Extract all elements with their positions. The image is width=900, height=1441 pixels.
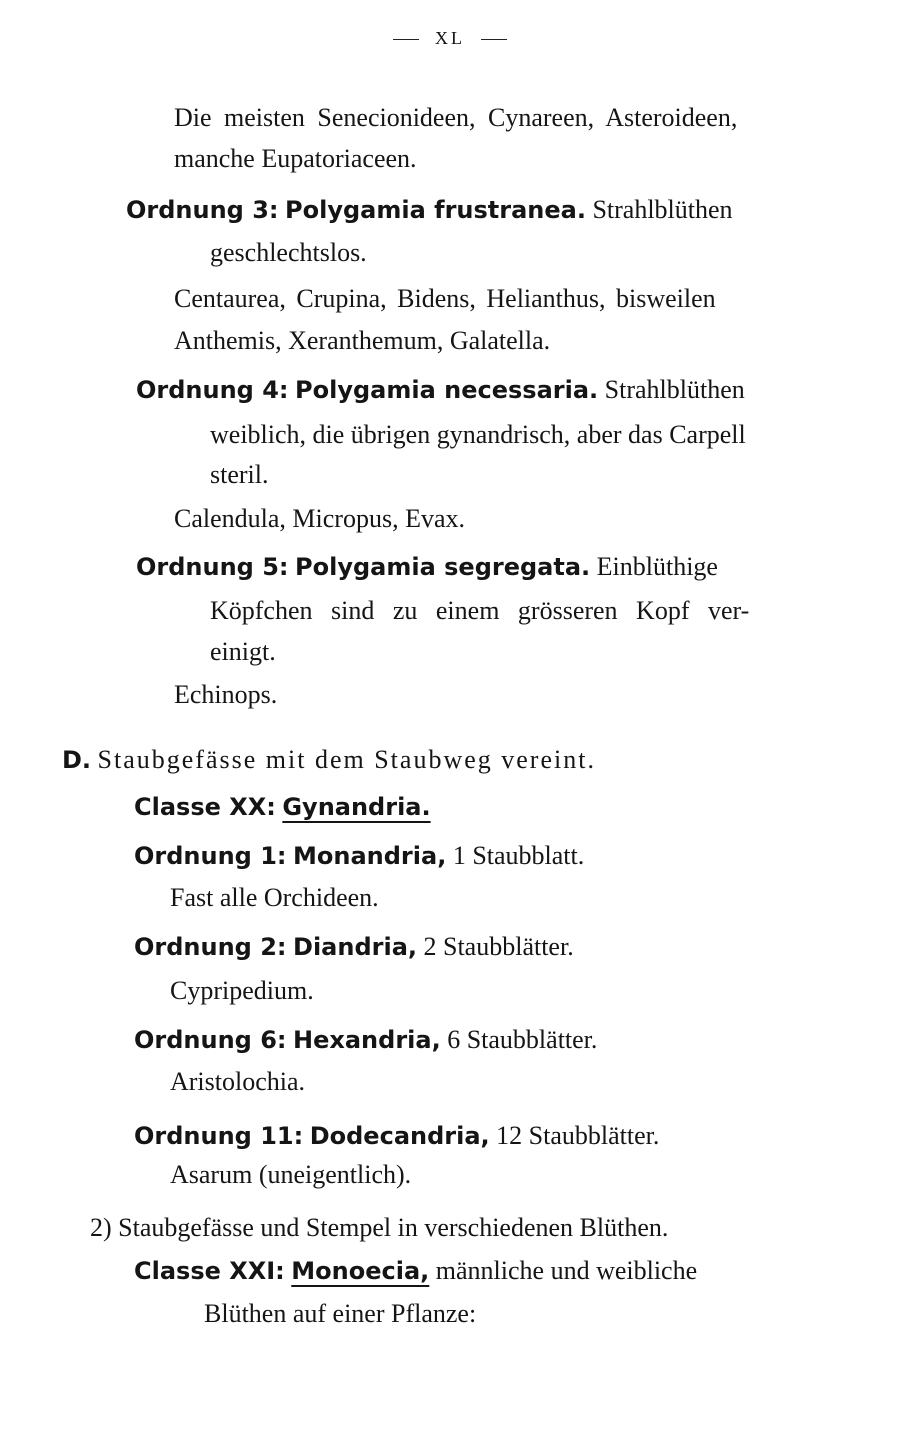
text-line: Aristolochia. [170, 1067, 306, 1096]
text-line: Fast alle Orchideen. [170, 883, 379, 912]
order-label: Ordnung 2: [134, 933, 287, 961]
order-label: Ordnung 1: [134, 842, 287, 870]
order-description: 6 Staubblätter. [447, 1025, 598, 1054]
order-name: Polygamia segregata. [295, 553, 591, 581]
subsection-heading [90, 1212, 668, 1244]
order-label: Ordnung 3: [126, 196, 279, 224]
order-name: Polygamia frustranea. [285, 196, 586, 224]
text-line: Asarum (uneigentlich). [170, 1160, 412, 1189]
order-label: Ordnung 6: [134, 1026, 287, 1054]
order-name: Polygamia necessaria. [295, 376, 599, 404]
text-line: manche Eupatoriaceen. [174, 144, 417, 173]
section-text: Staubgefässe mit dem Staubweg vereint. [97, 745, 596, 774]
order-label: Ordnung 11: [134, 1122, 304, 1150]
order-description: Strahlblüthen [604, 375, 745, 404]
class-description: männliche und weibliche [435, 1256, 698, 1285]
text-line: Köpfchen sind zu einem grösseren Kopf ver- [210, 596, 750, 625]
text-line: Cypripedium. [170, 976, 314, 1005]
class-label: Classe XX: [134, 793, 276, 821]
order-description: Strahlblüthen [592, 195, 733, 224]
order-heading [134, 1120, 659, 1152]
text-line: einigt. [210, 637, 276, 666]
order-description: 1 Staubblatt. [452, 841, 585, 870]
text-line: Calendula, Micropus, Evax. [174, 504, 465, 533]
text-line: Blüthen auf einer Pflanze: [204, 1299, 477, 1328]
class-name: Gynandria. [282, 793, 431, 821]
text-line: Die meisten Senecionideen, Cynareen, Asteroideen, [174, 103, 738, 132]
page-header [0, 28, 900, 49]
order-name: Monandria, [293, 842, 447, 870]
order-name: Hexandria, [293, 1026, 441, 1054]
text-line: steril. [210, 460, 269, 489]
page-number: XL [435, 28, 465, 48]
class-heading [134, 1255, 697, 1287]
order-name: Diandria, [293, 933, 417, 961]
text-line: Anthemis, Xeranthemum, Galatella. [174, 326, 551, 355]
order-heading [136, 551, 718, 583]
order-heading [136, 374, 745, 406]
order-name: Dodecandria, [309, 1122, 490, 1150]
order-description: 12 Staubblätter. [496, 1121, 660, 1150]
order-description: 2 Staubblätter. [423, 932, 574, 961]
order-label: Ordnung 4: [136, 376, 289, 404]
text-line: Centaurea, Crupina, Bidens, Helianthus, bisweilen [174, 284, 716, 313]
class-name: Monoecia, [291, 1257, 430, 1285]
order-heading [134, 840, 584, 872]
header-dash-left [393, 39, 419, 40]
order-heading [126, 194, 733, 226]
subsection-text: Staubgefässe und Stempel in verschiedenen Blüthen. [118, 1213, 669, 1242]
order-description: Einblüthige [596, 552, 718, 581]
class-heading [134, 791, 431, 823]
text-line: geschlechtslos. [210, 238, 367, 267]
class-label: Classe XXI: [134, 1257, 285, 1285]
text-line: Echinops. [174, 680, 278, 709]
section-label: D. [62, 746, 92, 774]
order-heading [134, 1024, 597, 1056]
header-dash-right [481, 39, 507, 40]
section-heading [62, 744, 596, 776]
text-line: weiblich, die übrigen gynandrisch, aber das Carpell [210, 420, 746, 449]
subsection-label: 2) [90, 1213, 112, 1242]
order-heading [134, 931, 574, 963]
order-label: Ordnung 5: [136, 553, 289, 581]
